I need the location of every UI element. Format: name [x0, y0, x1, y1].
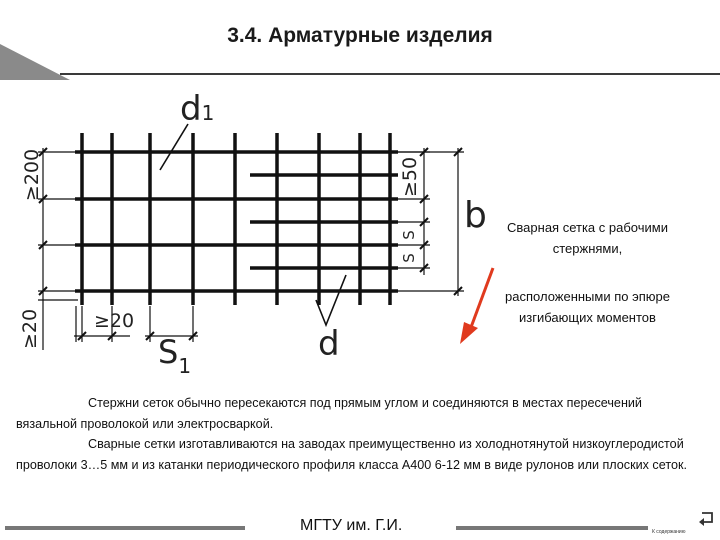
- caption-top: Сварная сетка с рабочими стержнями,: [507, 220, 668, 256]
- body-text: [16, 393, 706, 475]
- label-dim-20-bottom: ≥20: [94, 310, 135, 332]
- footer-institution: МГТУ им. Г.И.: [300, 517, 403, 534]
- label-dim-20-left: ≥20: [19, 308, 42, 350]
- footer-bar-left: [5, 526, 245, 530]
- label-dim-50: ≥50: [399, 156, 422, 198]
- footer-bar-right: [456, 526, 648, 530]
- label-s-upper: S: [399, 230, 418, 240]
- back-link-label[interactable]: К содержанию: [652, 529, 686, 535]
- label-s-lower: S: [399, 253, 418, 263]
- pointer-arrow: [460, 268, 493, 344]
- label-dim-200: ≥200: [21, 148, 44, 202]
- label-d1: d1: [180, 89, 215, 129]
- label-s1: $S_1$: [158, 333, 192, 378]
- label-b: b: [464, 195, 487, 236]
- caption-bottom: расположенными по эпюре изгибающих моментов: [505, 289, 670, 325]
- label-d: d: [318, 324, 340, 364]
- paragraph-2: Сварные сетки изготавливаются на заводах преимущественно из холоднотянутой низкоуглеродистой проволоки 3…5 мм и из катанки периодического профиля класса А400 6-12 мм в виде рулонов или плоских сеток.: [16, 437, 687, 472]
- paragraph-1: Стержни сеток обычно пересекаются под прямым углом и соединяются в местах пересечений вязальной проволокой или электросваркой.: [16, 396, 642, 431]
- page-title: 3.4. Арматурные изделия: [227, 24, 493, 47]
- return-arrow-icon[interactable]: [698, 510, 716, 530]
